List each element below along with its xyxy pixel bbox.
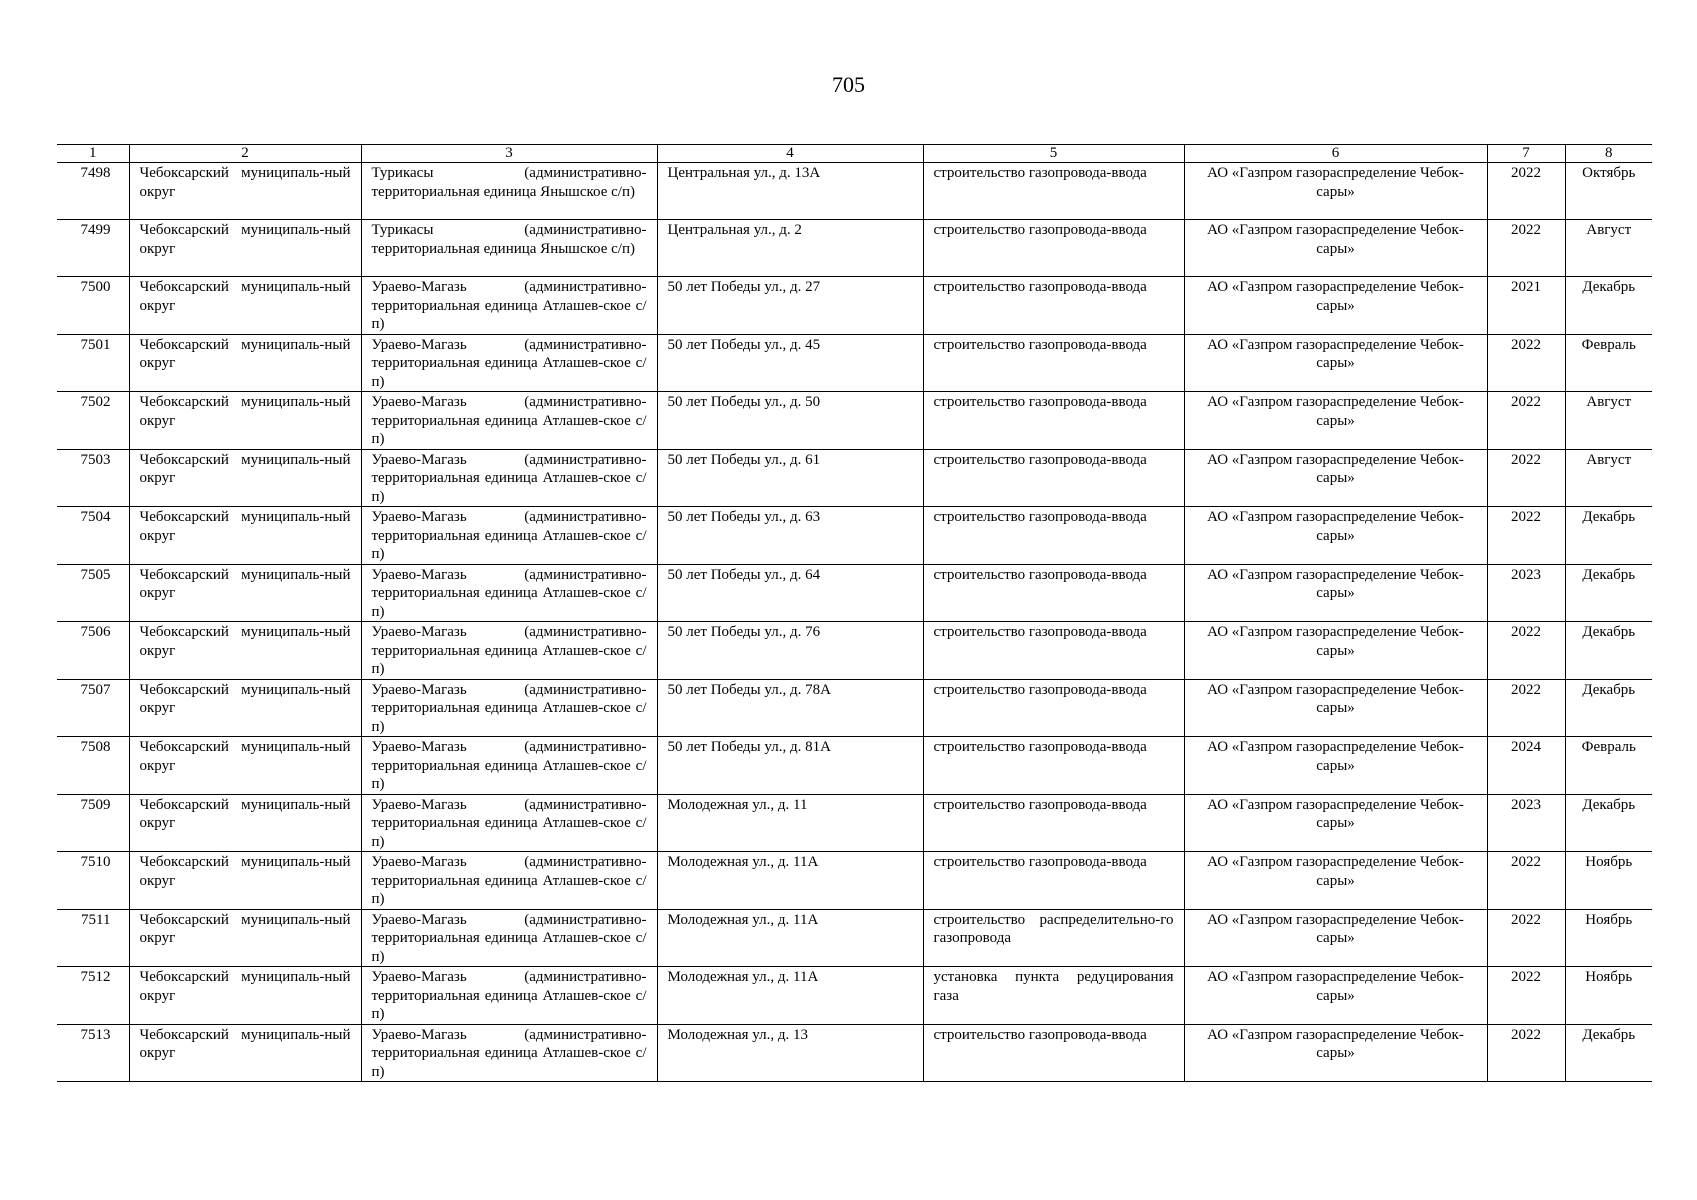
row-number: 7505 xyxy=(57,564,129,622)
address-cell: Молодежная ул., д. 11А xyxy=(657,909,923,967)
row-number: 7502 xyxy=(57,392,129,450)
contractor-cell: АО «Газпром газораспределение Чебок-сары» xyxy=(1184,909,1487,967)
table-row xyxy=(57,967,1652,1025)
work-type-cell: строительство газопровода-ввода xyxy=(923,564,1184,622)
year-cell: 2022 xyxy=(1487,163,1565,220)
year-cell: 2022 xyxy=(1487,852,1565,910)
row-number: 7512 xyxy=(57,967,129,1025)
address-cell: Центральная ул., д. 13А xyxy=(657,163,923,220)
district-cell: Чебоксарский муниципаль-ный округ xyxy=(129,967,361,1025)
work-type-cell: строительство газопровода-ввода xyxy=(923,622,1184,680)
address-cell: 50 лет Победы ул., д. 64 xyxy=(657,564,923,622)
row-number: 7498 xyxy=(57,163,129,220)
month-cell: Декабрь xyxy=(1565,622,1652,680)
contractor-cell: АО «Газпром газораспределение Чебок-сары» xyxy=(1184,679,1487,737)
contractor-cell: АО «Газпром газораспределение Чебок-сары» xyxy=(1184,564,1487,622)
district-cell: Чебоксарский муниципаль-ный округ xyxy=(129,277,361,335)
table-row xyxy=(57,622,1652,680)
year-cell: 2024 xyxy=(1487,737,1565,795)
year-cell: 2022 xyxy=(1487,679,1565,737)
district-cell: Чебоксарский муниципаль-ный округ xyxy=(129,220,361,277)
table-row xyxy=(57,564,1652,622)
contractor-cell: АО «Газпром газораспределение Чебок-сары» xyxy=(1184,277,1487,335)
month-cell: Декабрь xyxy=(1565,679,1652,737)
settlement-cell: Турикасы (административно-территориальная единица Янышское с/п) xyxy=(361,220,657,277)
settlement-cell: Ураево-Магазь (административно-территориальная единица Атлашев-ское с/п) xyxy=(361,967,657,1025)
settlement-cell: Ураево-Магазь (административно-территориальная единица Атлашев-ское с/п) xyxy=(361,507,657,565)
district-cell: Чебоксарский муниципаль-ный округ xyxy=(129,507,361,565)
table-row xyxy=(57,334,1652,392)
month-cell: Декабрь xyxy=(1565,507,1652,565)
row-number: 7504 xyxy=(57,507,129,565)
gasification-table xyxy=(57,144,1652,1082)
year-cell: 2022 xyxy=(1487,909,1565,967)
row-number: 7508 xyxy=(57,737,129,795)
year-cell: 2022 xyxy=(1487,392,1565,450)
settlement-cell: Ураево-Магазь (административно-территориальная единица Атлашев-ское с/п) xyxy=(361,449,657,507)
contractor-cell: АО «Газпром газораспределение Чебок-сары» xyxy=(1184,163,1487,220)
settlement-cell: Ураево-Магазь (административно-территориальная единица Атлашев-ское с/п) xyxy=(361,1024,657,1082)
work-type-cell: строительство газопровода-ввода xyxy=(923,392,1184,450)
settlement-cell: Ураево-Магазь (административно-территориальная единица Атлашев-ское с/п) xyxy=(361,334,657,392)
table-row xyxy=(57,1024,1652,1082)
address-cell: 50 лет Победы ул., д. 45 xyxy=(657,334,923,392)
contractor-cell: АО «Газпром газораспределение Чебок-сары» xyxy=(1184,334,1487,392)
work-type-cell: строительство газопровода-ввода xyxy=(923,163,1184,220)
district-cell: Чебоксарский муниципаль-ный округ xyxy=(129,1024,361,1082)
address-cell: 50 лет Победы ул., д. 27 xyxy=(657,277,923,335)
settlement-cell: Ураево-Магазь (административно-территориальная единица Атлашев-ское с/п) xyxy=(361,277,657,335)
row-number: 7503 xyxy=(57,449,129,507)
table-row xyxy=(57,737,1652,795)
row-number: 7499 xyxy=(57,220,129,277)
year-cell: 2022 xyxy=(1487,220,1565,277)
district-cell: Чебоксарский муниципаль-ный округ xyxy=(129,909,361,967)
address-cell: Молодежная ул., д. 13 xyxy=(657,1024,923,1082)
work-type-cell: строительство газопровода-ввода xyxy=(923,679,1184,737)
row-number: 7509 xyxy=(57,794,129,852)
settlement-cell: Ураево-Магазь (административно-территориальная единица Атлашев-ское с/п) xyxy=(361,622,657,680)
row-number: 7513 xyxy=(57,1024,129,1082)
table-row xyxy=(57,909,1652,967)
work-type-cell: установка пункта редуцирования газа xyxy=(923,967,1184,1025)
district-cell: Чебоксарский муниципаль-ный округ xyxy=(129,852,361,910)
column-header: 8 xyxy=(1565,145,1652,163)
address-cell: 50 лет Победы ул., д. 63 xyxy=(657,507,923,565)
settlement-cell: Ураево-Магазь (административно-территориальная единица Атлашев-ское с/п) xyxy=(361,909,657,967)
column-header: 7 xyxy=(1487,145,1565,163)
row-number: 7500 xyxy=(57,277,129,335)
column-number-row xyxy=(57,145,1652,163)
district-cell: Чебоксарский муниципаль-ный округ xyxy=(129,794,361,852)
contractor-cell: АО «Газпром газораспределение Чебок-сары» xyxy=(1184,1024,1487,1082)
column-header: 1 xyxy=(57,145,129,163)
contractor-cell: АО «Газпром газораспределение Чебок-сары» xyxy=(1184,392,1487,450)
month-cell: Декабрь xyxy=(1565,1024,1652,1082)
address-cell: 50 лет Победы ул., д. 50 xyxy=(657,392,923,450)
year-cell: 2022 xyxy=(1487,334,1565,392)
contractor-cell: АО «Газпром газораспределение Чебок-сары» xyxy=(1184,794,1487,852)
page-number: 705 xyxy=(832,72,865,97)
column-header: 5 xyxy=(923,145,1184,163)
column-header: 2 xyxy=(129,145,361,163)
district-cell: Чебоксарский муниципаль-ный округ xyxy=(129,334,361,392)
work-type-cell: строительство распределительно-го газопровода xyxy=(923,909,1184,967)
year-cell: 2023 xyxy=(1487,794,1565,852)
settlement-cell: Ураево-Магазь (административно-территориальная единица Атлашев-ское с/п) xyxy=(361,392,657,450)
address-cell: 50 лет Победы ул., д. 76 xyxy=(657,622,923,680)
address-cell: 50 лет Победы ул., д. 81А xyxy=(657,737,923,795)
contractor-cell: АО «Газпром газораспределение Чебок-сары» xyxy=(1184,507,1487,565)
month-cell: Февраль xyxy=(1565,737,1652,795)
row-number: 7511 xyxy=(57,909,129,967)
district-cell: Чебоксарский муниципаль-ный округ xyxy=(129,622,361,680)
contractor-cell: АО «Газпром газораспределение Чебок-сары» xyxy=(1184,737,1487,795)
address-cell: Молодежная ул., д. 11 xyxy=(657,794,923,852)
month-cell: Февраль xyxy=(1565,334,1652,392)
address-cell: Молодежная ул., д. 11А xyxy=(657,967,923,1025)
row-number: 7506 xyxy=(57,622,129,680)
table-body xyxy=(57,163,1652,1082)
year-cell: 2022 xyxy=(1487,967,1565,1025)
column-header: 4 xyxy=(657,145,923,163)
district-cell: Чебоксарский муниципаль-ный округ xyxy=(129,163,361,220)
table-row xyxy=(57,679,1652,737)
district-cell: Чебоксарский муниципаль-ный округ xyxy=(129,449,361,507)
address-cell: Центральная ул., д. 2 xyxy=(657,220,923,277)
month-cell: Август xyxy=(1565,220,1652,277)
table-row xyxy=(57,449,1652,507)
work-type-cell: строительство газопровода-ввода xyxy=(923,1024,1184,1082)
month-cell: Ноябрь xyxy=(1565,852,1652,910)
column-header: 3 xyxy=(361,145,657,163)
contractor-cell: АО «Газпром газораспределение Чебок-сары» xyxy=(1184,220,1487,277)
address-cell: Молодежная ул., д. 11А xyxy=(657,852,923,910)
contractor-cell: АО «Газпром газораспределение Чебок-сары» xyxy=(1184,967,1487,1025)
address-cell: 50 лет Победы ул., д. 78А xyxy=(657,679,923,737)
settlement-cell: Ураево-Магазь (административно-территориальная единица Атлашев-ское с/п) xyxy=(361,679,657,737)
settlement-cell: Ураево-Магазь (административно-территориальная единица Атлашев-ское с/п) xyxy=(361,794,657,852)
year-cell: 2023 xyxy=(1487,564,1565,622)
address-cell: 50 лет Победы ул., д. 61 xyxy=(657,449,923,507)
settlement-cell: Турикасы (административно-территориальная единица Янышское с/п) xyxy=(361,163,657,220)
work-type-cell: строительство газопровода-ввода xyxy=(923,449,1184,507)
table-row xyxy=(57,794,1652,852)
table-row xyxy=(57,277,1652,335)
table-row xyxy=(57,392,1652,450)
year-cell: 2022 xyxy=(1487,507,1565,565)
district-cell: Чебоксарский муниципаль-ный округ xyxy=(129,679,361,737)
contractor-cell: АО «Газпром газораспределение Чебок-сары» xyxy=(1184,852,1487,910)
month-cell: Ноябрь xyxy=(1565,967,1652,1025)
year-cell: 2022 xyxy=(1487,1024,1565,1082)
settlement-cell: Ураево-Магазь (административно-территориальная единица Атлашев-ское с/п) xyxy=(361,564,657,622)
row-number: 7501 xyxy=(57,334,129,392)
contractor-cell: АО «Газпром газораспределение Чебок-сары» xyxy=(1184,449,1487,507)
table-row xyxy=(57,220,1652,277)
district-cell: Чебоксарский муниципаль-ный округ xyxy=(129,564,361,622)
month-cell: Октябрь xyxy=(1565,163,1652,220)
work-type-cell: строительство газопровода-ввода xyxy=(923,507,1184,565)
year-cell: 2022 xyxy=(1487,622,1565,680)
work-type-cell: строительство газопровода-ввода xyxy=(923,794,1184,852)
work-type-cell: строительство газопровода-ввода xyxy=(923,220,1184,277)
work-type-cell: строительство газопровода-ввода xyxy=(923,852,1184,910)
year-cell: 2021 xyxy=(1487,277,1565,335)
month-cell: Ноябрь xyxy=(1565,909,1652,967)
table-row xyxy=(57,507,1652,565)
table-row xyxy=(57,852,1652,910)
settlement-cell: Ураево-Магазь (административно-территориальная единица Атлашев-ское с/п) xyxy=(361,737,657,795)
work-type-cell: строительство газопровода-ввода xyxy=(923,737,1184,795)
settlement-cell: Ураево-Магазь (административно-территориальная единица Атлашев-ское с/п) xyxy=(361,852,657,910)
month-cell: Август xyxy=(1565,392,1652,450)
district-cell: Чебоксарский муниципаль-ный округ xyxy=(129,392,361,450)
year-cell: 2022 xyxy=(1487,449,1565,507)
contractor-cell: АО «Газпром газораспределение Чебок-сары» xyxy=(1184,622,1487,680)
work-type-cell: строительство газопровода-ввода xyxy=(923,277,1184,335)
column-header: 6 xyxy=(1184,145,1487,163)
month-cell: Декабрь xyxy=(1565,564,1652,622)
month-cell: Август xyxy=(1565,449,1652,507)
month-cell: Декабрь xyxy=(1565,794,1652,852)
row-number: 7507 xyxy=(57,679,129,737)
month-cell: Декабрь xyxy=(1565,277,1652,335)
district-cell: Чебоксарский муниципаль-ный округ xyxy=(129,737,361,795)
row-number: 7510 xyxy=(57,852,129,910)
work-type-cell: строительство газопровода-ввода xyxy=(923,334,1184,392)
table-row xyxy=(57,163,1652,220)
